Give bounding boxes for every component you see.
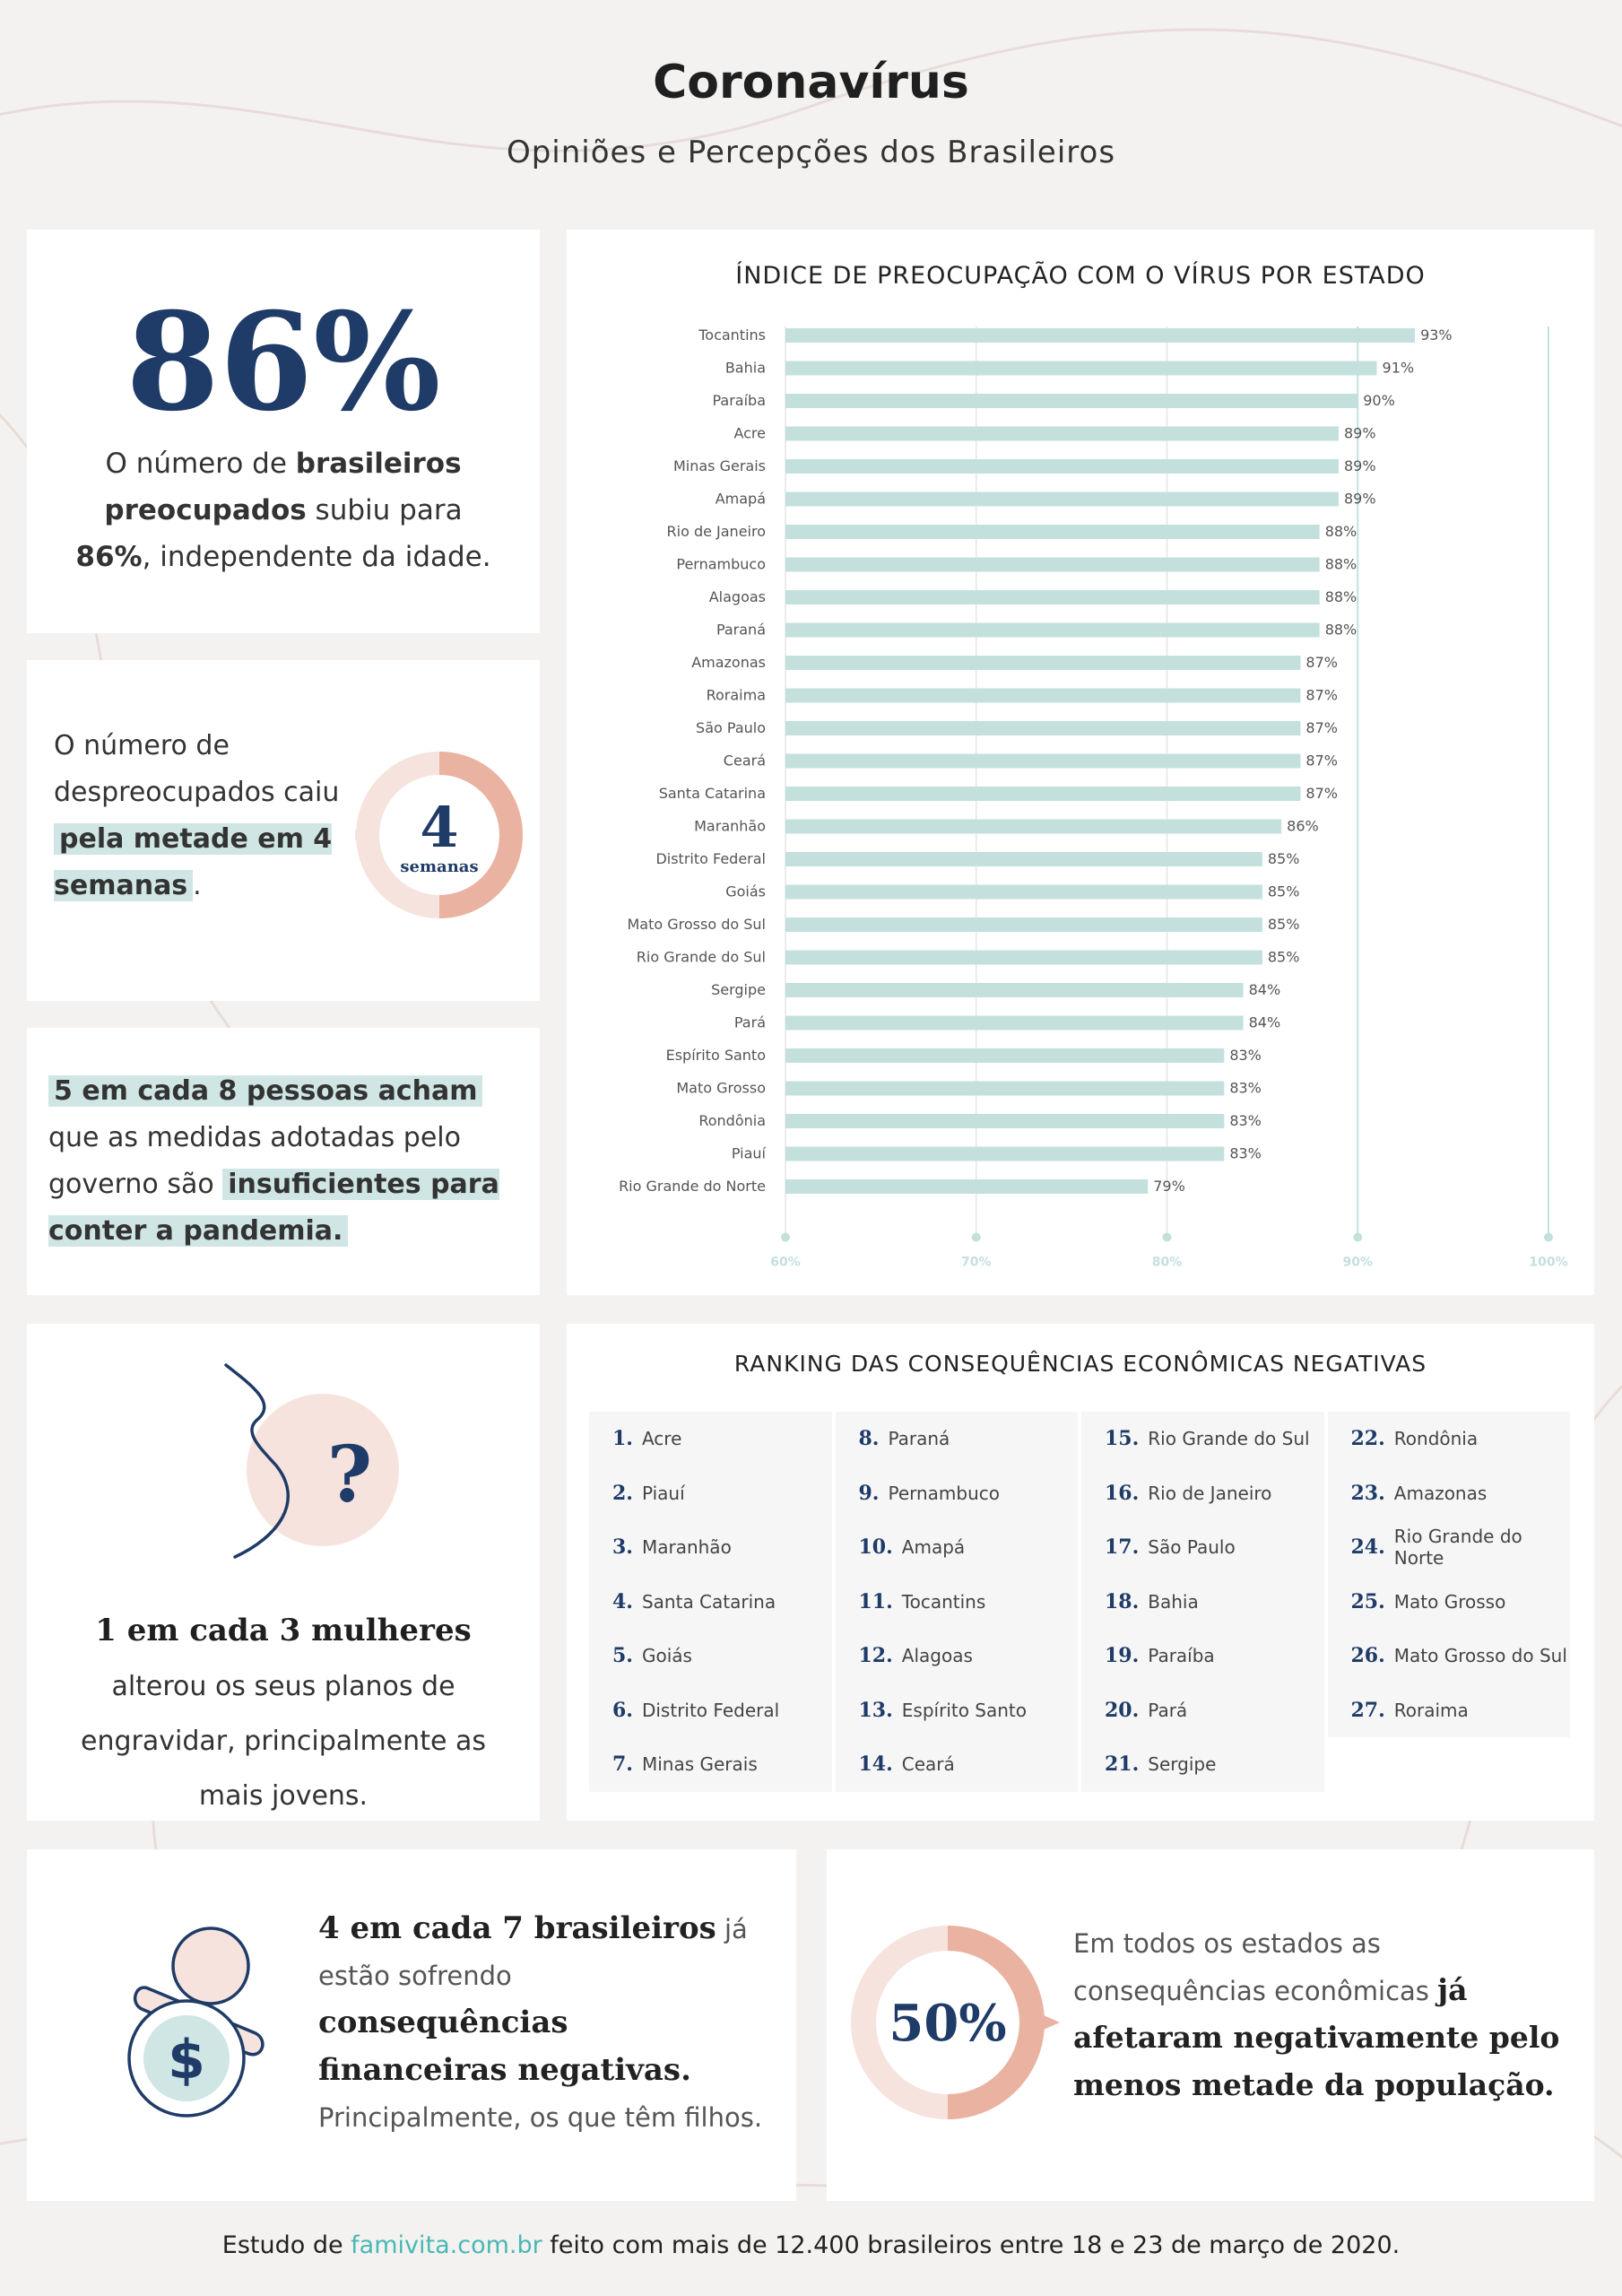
category-label: Tocantins: [698, 326, 766, 344]
bar-value-label: 87%: [1305, 785, 1338, 802]
stat-card-worried: [27, 230, 540, 633]
ranking-number: 10.: [858, 1535, 893, 1560]
ranking-state: Amazonas: [1393, 1482, 1488, 1504]
stat-card-measures: [27, 1028, 540, 1295]
bar: [785, 787, 1300, 801]
ranking-state: Sergipe: [1148, 1753, 1217, 1776]
bar: [785, 656, 1300, 670]
page-title: Coronavírus: [653, 56, 969, 109]
bar-value-label: 90%: [1363, 392, 1395, 409]
ranking-number: 21.: [1105, 1752, 1140, 1777]
bar-value-label: 88%: [1324, 621, 1357, 639]
bar-value-label: 85%: [1267, 948, 1300, 966]
bar-value-label: 83%: [1229, 1112, 1262, 1129]
ranking-item: [589, 1520, 832, 1575]
ranking-item: [836, 1466, 1079, 1521]
ranking-item: [836, 1412, 1079, 1466]
bar: [785, 427, 1339, 441]
ranking-number: 2.: [612, 1481, 633, 1505]
bar-chart: [567, 230, 1594, 1295]
bar: [785, 558, 1320, 572]
bar: [785, 820, 1281, 834]
bar-value-label: 83%: [1229, 1144, 1262, 1162]
bar: [785, 1016, 1244, 1031]
chart-card: [567, 230, 1594, 1295]
bar-value-label: 79%: [1153, 1178, 1185, 1195]
ranking-number: 23.: [1350, 1481, 1385, 1505]
bar: [785, 852, 1262, 866]
bar: [785, 885, 1262, 900]
ranking-item: [836, 1629, 1079, 1683]
ranking-state: Rio de Janeiro: [1148, 1482, 1272, 1504]
bar: [785, 361, 1377, 376]
ranking-number: 12.: [858, 1644, 893, 1668]
ranking-item: [836, 1737, 1079, 1792]
category-label: Maranhão: [694, 817, 766, 835]
ranking-state: Rio Grande do Sul: [1148, 1428, 1310, 1450]
ranking-item: [1328, 1466, 1571, 1521]
ranking-state: Alagoas: [901, 1645, 973, 1667]
ranking-state: Minas Gerais: [641, 1753, 758, 1776]
ranking-number: 8.: [858, 1427, 880, 1451]
bar-value-label: 85%: [1267, 883, 1300, 900]
ranking-state: Amapá: [901, 1536, 966, 1559]
bar: [785, 525, 1320, 539]
ranking-number: 11.: [858, 1589, 893, 1613]
ranking-card: [567, 1324, 1594, 1821]
category-label: Rio Grande do Norte: [619, 1178, 766, 1195]
pacifier-ring: [173, 1928, 248, 2004]
ranking-number: 15.: [1105, 1427, 1140, 1451]
category-label: São Paulo: [696, 719, 766, 736]
ranking-state: Espírito Santo: [901, 1699, 1028, 1721]
axis-tick-dot: [1544, 1233, 1553, 1242]
ranking-item: [1081, 1520, 1324, 1575]
ranking-item: [1328, 1737, 1571, 1792]
bar: [785, 983, 1244, 997]
category-label: Distrito Federal: [655, 850, 766, 867]
bar-value-label: 89%: [1343, 457, 1376, 474]
ranking-number: 27.: [1350, 1698, 1385, 1722]
bar-value-label: 88%: [1324, 523, 1357, 540]
ranking-state: Rondônia: [1393, 1428, 1479, 1450]
category-label: Piauí: [731, 1144, 766, 1162]
axis-tick-dot: [1163, 1233, 1172, 1242]
bar: [785, 1147, 1224, 1161]
ranking-number: 20.: [1105, 1698, 1140, 1722]
category-label: Rio Grande do Sul: [636, 948, 766, 966]
ranking-item: [1081, 1629, 1324, 1683]
bar-value-label: 84%: [1248, 1013, 1281, 1031]
ranking-state: Santa Catarina: [641, 1590, 776, 1613]
ranking-number: 4.: [612, 1589, 633, 1613]
bar-value-label: 88%: [1324, 555, 1357, 573]
ranking-number: 16.: [1105, 1481, 1140, 1505]
financial-description: 4 em cada 7 brasileiros já estão sofrendo consequências financeiras negativas. Principalmente, os que têm filhos.: [318, 1910, 763, 2133]
ranking-state: Acre: [641, 1428, 682, 1450]
category-label: Amapá: [715, 490, 766, 508]
category-label: Mato Grosso: [676, 1079, 766, 1097]
ranking-item: [836, 1575, 1079, 1630]
ranking-number: 6.: [612, 1698, 633, 1722]
pacifier-money-icon: [99, 1917, 305, 2132]
ranking-number: 9.: [858, 1481, 880, 1505]
category-label: Ceará: [723, 752, 766, 770]
bar: [785, 459, 1339, 474]
pregnancy-description: 1 em cada 3 mulheres alterou os seus planos de engravidar, principalmente as mais jovens.: [81, 1613, 486, 1812]
bar: [785, 328, 1415, 343]
ranking-state: Pernambuco: [888, 1482, 1001, 1504]
ranking-number: 13.: [858, 1698, 893, 1722]
bar-value-label: 88%: [1324, 588, 1357, 605]
bar: [785, 689, 1300, 703]
ranking-item: [836, 1520, 1079, 1575]
x-tick-label: 80%: [1151, 1255, 1183, 1270]
pregnancy-icon: [170, 1349, 403, 1573]
ranking-state: Distrito Federal: [641, 1699, 780, 1721]
bar: [785, 951, 1262, 965]
bar: [785, 1114, 1224, 1128]
bar-value-label: 85%: [1267, 916, 1300, 933]
bar-value-label: 89%: [1343, 424, 1376, 442]
bar-value-label: 89%: [1343, 490, 1376, 508]
ranking-number: 7.: [612, 1752, 633, 1777]
stat-card-pregnancy: [27, 1324, 540, 1821]
bar: [785, 1179, 1148, 1194]
ranking-list: [589, 1412, 1570, 1792]
axis-tick-dot: [972, 1233, 981, 1242]
ranking-number: 3.: [612, 1535, 633, 1560]
bar: [785, 492, 1339, 507]
bar-value-label: 83%: [1229, 1079, 1262, 1097]
category-label: Goiás: [725, 883, 766, 900]
bar: [785, 1048, 1224, 1063]
ranking-item: [1081, 1466, 1324, 1521]
ranking-item: [1328, 1683, 1571, 1738]
category-label: Roraima: [706, 686, 766, 704]
x-tick-label: 100%: [1529, 1255, 1568, 1270]
ranking-state: São Paulo: [1148, 1536, 1236, 1559]
bar: [785, 623, 1320, 638]
bar-value-label: 87%: [1305, 719, 1338, 736]
x-tick-label: 60%: [770, 1255, 801, 1270]
pregnancy-icon-circle: [247, 1394, 399, 1546]
economic-description: Em todos os estados as consequências econômicas já afetaram negativamente pelo menos metade da população.: [1073, 1928, 1560, 2102]
footer-note: Estudo de famivita.com.br feito com mais de 12.400 brasileiros entre 18 e 23 de março de 2020.: [221, 2231, 1401, 2259]
ranking-item: [589, 1737, 832, 1792]
ranking-item: [1328, 1520, 1571, 1575]
ranking-item: [589, 1683, 832, 1738]
ranking-item: [589, 1412, 832, 1466]
question-mark-icon: ?: [326, 1430, 373, 1520]
bar: [785, 754, 1300, 769]
bar-value-label: 87%: [1305, 686, 1338, 704]
ranking-state: Pará: [1148, 1699, 1188, 1721]
donut-pointer: [1044, 2015, 1060, 2030]
ranking-item: [1081, 1737, 1324, 1792]
x-tick-label: 90%: [1342, 1255, 1374, 1270]
ranking-number: 18.: [1105, 1589, 1140, 1613]
donut-weeks-unit: semanas: [400, 857, 479, 876]
ranking-title: RANKING DAS CONSEQUÊNCIAS ECONÔMICAS NEGATIVAS: [733, 1351, 1427, 1377]
category-label: Espírito Santo: [665, 1047, 766, 1064]
bar-value-label: 85%: [1267, 850, 1300, 867]
economic-donut: [845, 1919, 1069, 2144]
ranking-number: 1.: [612, 1427, 633, 1451]
ranking-number: 17.: [1105, 1535, 1140, 1560]
ranking-number: 19.: [1105, 1644, 1140, 1668]
bar: [785, 590, 1320, 604]
bar-value-label: 83%: [1229, 1047, 1262, 1064]
unworried-description: O número de despreocupados caiu pela metade em 4 semanas .: [54, 730, 340, 901]
donut-percentage: 50%: [889, 1994, 1007, 2053]
ranking-state: Mato Grosso: [1393, 1590, 1506, 1613]
ranking-item: [1328, 1575, 1571, 1630]
ranking-state: Piauí: [641, 1482, 685, 1504]
bar: [785, 918, 1262, 932]
category-label: Rondônia: [698, 1112, 766, 1129]
donut-weeks-number: 4: [420, 795, 459, 860]
bar-value-label: 87%: [1305, 654, 1338, 671]
ranking-number: 14.: [858, 1752, 893, 1777]
category-label: Pará: [733, 1013, 766, 1031]
worried-description: O número de brasileiros preocupados subiu para 86%, independente da idade.: [75, 448, 491, 573]
bar-value-label: 87%: [1305, 752, 1338, 770]
source-link[interactable]: famivita.com.br: [351, 2231, 542, 2259]
ranking-state: Tocantins: [901, 1590, 986, 1613]
axis-tick-dot: [1353, 1233, 1362, 1242]
bar: [785, 721, 1300, 735]
category-label: Bahia: [724, 359, 766, 377]
category-label: Santa Catarina: [658, 785, 766, 802]
ranking-state: Paraíba: [1148, 1645, 1215, 1667]
ranking-item: [1081, 1575, 1324, 1630]
ranking-state: Goiás: [641, 1645, 692, 1667]
weeks-donut: [350, 745, 529, 925]
ranking-item: [1328, 1412, 1571, 1466]
page-subtitle: Opiniões e Percepções dos Brasileiros: [506, 135, 1116, 170]
x-tick-label: 70%: [960, 1255, 992, 1270]
ranking-number: 26.: [1350, 1644, 1385, 1668]
ranking-number: 24.: [1350, 1535, 1385, 1560]
stat-card-financial: [27, 1849, 796, 2201]
ranking-item: [1081, 1683, 1324, 1738]
measures-description: 5 em cada 8 pessoas acham que as medidas adotadas pelo governo são insuficientes para conter a pandemia.: [48, 1075, 499, 1247]
ranking-state: Ceará: [901, 1753, 955, 1776]
category-label: Sergipe: [711, 981, 766, 998]
bar-value-label: 93%: [1420, 326, 1453, 344]
chart-title: ÍNDICE DE PREOCUPAÇÃO COM O VÍRUS POR ESTADO: [735, 262, 1426, 290]
stat-card-unworried: [27, 660, 540, 1001]
ranking-state: Maranhão: [641, 1536, 732, 1559]
category-label: Acre: [733, 424, 766, 442]
axis-tick-dot: [781, 1233, 790, 1242]
ranking-number: 5.: [612, 1644, 633, 1668]
category-label: Mato Grosso do Sul: [627, 916, 766, 933]
bar-value-label: 84%: [1248, 981, 1281, 998]
category-label: Pernambuco: [676, 555, 766, 573]
category-label: Rio de Janeiro: [666, 523, 766, 540]
bar-value-label: 86%: [1287, 817, 1319, 835]
dollar-icon: $: [168, 2029, 205, 2092]
ranking-item: [589, 1575, 832, 1630]
ranking-item: [1328, 1629, 1571, 1683]
category-label: Paraná: [716, 621, 766, 639]
ranking-item: [589, 1466, 832, 1521]
category-label: Minas Gerais: [672, 457, 766, 474]
stat-card-economic: [827, 1849, 1594, 2201]
ranking-state: Roraima: [1393, 1699, 1469, 1721]
bar: [785, 1082, 1224, 1096]
ranking-number: 25.: [1350, 1589, 1385, 1613]
bar-value-label: 91%: [1382, 359, 1415, 377]
bar: [785, 394, 1357, 408]
ranking-item: [589, 1629, 832, 1683]
category-label: Amazonas: [691, 654, 766, 671]
worried-percentage: 86%: [126, 283, 441, 441]
ranking-state: Mato Grosso do Sul: [1393, 1645, 1567, 1667]
ranking-state: Paraná: [888, 1428, 950, 1450]
ranking-number: 22.: [1350, 1427, 1385, 1451]
ranking-state: Rio Grande do Norte: [1393, 1526, 1522, 1570]
ranking-item: [1081, 1412, 1324, 1466]
category-label: Paraíba: [712, 392, 766, 409]
category-label: Alagoas: [708, 588, 766, 605]
ranking-state: Bahia: [1148, 1590, 1199, 1613]
ranking-item: [836, 1683, 1079, 1738]
